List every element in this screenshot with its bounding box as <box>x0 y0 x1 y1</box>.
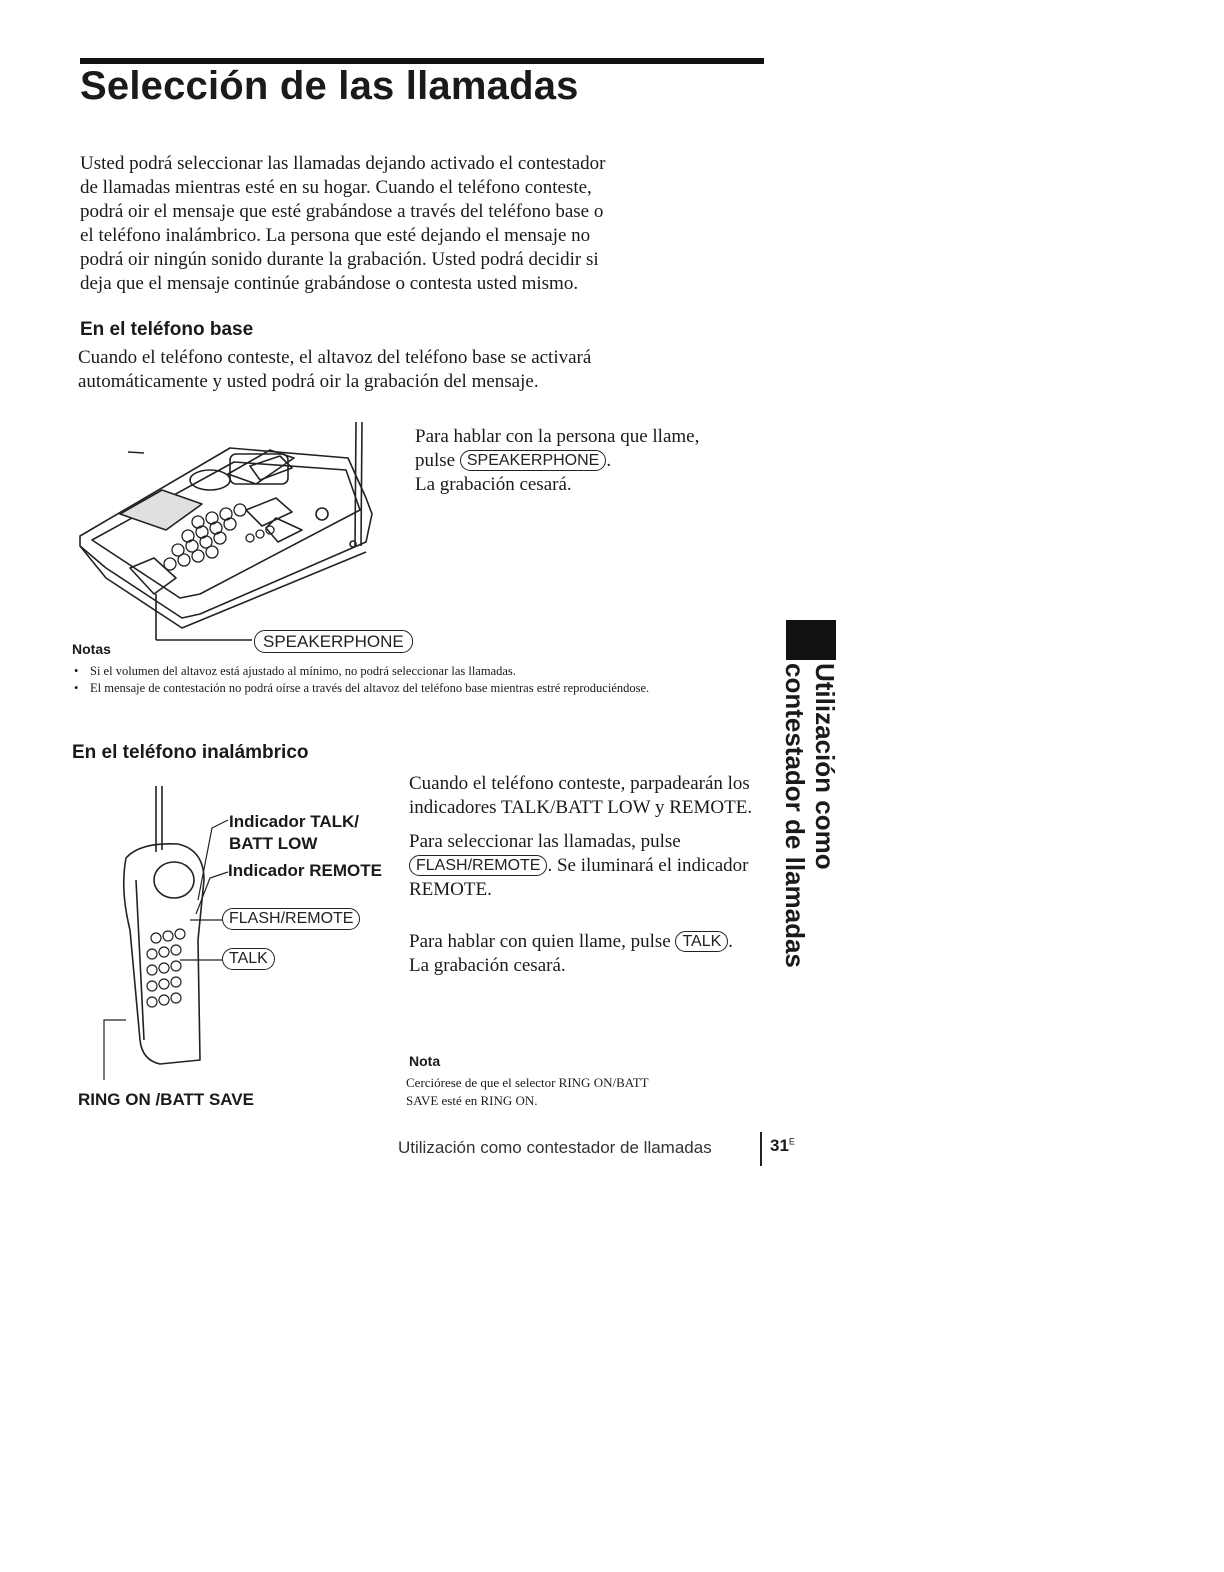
intro-line: podrá oir ningún sonido durante la grabación. Usted podrá decidir si <box>80 249 599 270</box>
speakerphone-callout: SPEAKERPHONE <box>254 630 413 653</box>
base-instructions <box>415 425 755 497</box>
side-tab-line: contestador de llamadas <box>780 663 810 968</box>
intro-line: de llamadas mientras esté en su hogar. Cuando el teléfono conteste, <box>80 177 592 198</box>
handset-instr-para <box>409 830 754 902</box>
handset-instr-para: Cuando el teléfono conteste, parpadearán los indicadores TALK/BATT LOW y REMOTE. <box>409 773 753 818</box>
flash-remote-callout: FLASH/REMOTE <box>222 908 360 930</box>
talk-batt-label-line: BATT LOW <box>229 834 318 853</box>
handset-note-line: SAVE esté en RING ON. <box>406 1093 538 1108</box>
intro-line: deja que el mensaje continúe grabándose o contesta usted mismo. <box>80 273 579 294</box>
footer-section-title: Utilización como contestador de llamadas <box>398 1138 712 1157</box>
base-desc-line: automáticamente y usted podrá oir la grabación del mensaje. <box>78 371 539 392</box>
flash-remote-key-label: FLASH/REMOTE <box>409 855 547 876</box>
ring-on-batt-save-label: RING ON /BATT SAVE <box>78 1090 254 1109</box>
talk-callout: TALK <box>222 948 275 970</box>
handset-illustration <box>100 780 240 1080</box>
handset-note-text <box>406 1074 726 1110</box>
note-item: • El mensaje de contestación no podrá oírse a través del altavoz del teléfono base mientras estré reproduciéndose. <box>72 680 672 697</box>
page-number-value: 31 <box>770 1136 789 1155</box>
note-item: • Si el volumen del altavoz está ajustado al mínimo, no podrá seleccionar las llamadas. <box>72 663 672 680</box>
page-number <box>770 1136 795 1156</box>
intro-line: podrá oir el mensaje que esté grabándose a través del teléfono base o <box>80 201 604 222</box>
talk-key-label: TALK <box>675 931 728 952</box>
base-section-description <box>78 346 678 394</box>
period-text: . <box>606 450 612 471</box>
base-instr-line <box>415 449 755 473</box>
remote-indicator-label: Indicador REMOTE <box>228 861 382 880</box>
base-instr-line: La grabación cesará. <box>415 474 572 495</box>
side-tab-line: Utilización como <box>810 663 840 870</box>
page-title: Selección de las llamadas <box>80 64 579 108</box>
handset-note-line: Cerciórese de que el selector RING ON/BATT <box>406 1075 649 1090</box>
handset-note-heading: Nota <box>409 1053 441 1069</box>
talk-batt-label-line: Indicador TALK/ <box>229 812 360 831</box>
page-suffix: E <box>788 1136 795 1147</box>
pulse-text: pulse <box>415 450 456 471</box>
base-desc-line: Cuando el teléfono conteste, el altavoz del teléfono base se activará <box>78 347 592 368</box>
handset-section-heading: En el teléfono inalámbrico <box>72 742 309 763</box>
para4-text: La grabación cesará. <box>409 955 566 976</box>
side-tab-marker <box>786 620 836 660</box>
footer-separator <box>760 1132 762 1166</box>
para2-text: . Se iluminará el indicador REMOTE. <box>409 855 749 900</box>
base-instr-line: Para hablar con la persona que llame, <box>415 426 700 447</box>
para2-text: Para seleccionar las llamadas, pulse <box>409 831 681 852</box>
para3-text: Para hablar con quien llame, pulse <box>409 931 671 952</box>
intro-line: Usted podrá seleccionar las llamadas dejando activado el contestador <box>80 153 606 174</box>
handset-instructions <box>409 772 754 988</box>
talk-batt-low-indicator-label <box>229 811 389 855</box>
side-tab-label <box>780 663 840 968</box>
notes-heading: Notas <box>72 641 111 657</box>
intro-line: el teléfono inalámbrico. La persona que esté dejando el mensaje no <box>80 225 591 246</box>
notes-list <box>72 663 672 697</box>
base-section-heading: En el teléfono base <box>80 319 254 340</box>
intro-paragraph <box>80 152 680 296</box>
handset-instr-para <box>409 930 754 978</box>
para3-text: . <box>728 931 734 952</box>
speakerphone-key-label: SPEAKERPHONE <box>460 450 606 471</box>
base-phone-illustration <box>70 418 410 648</box>
